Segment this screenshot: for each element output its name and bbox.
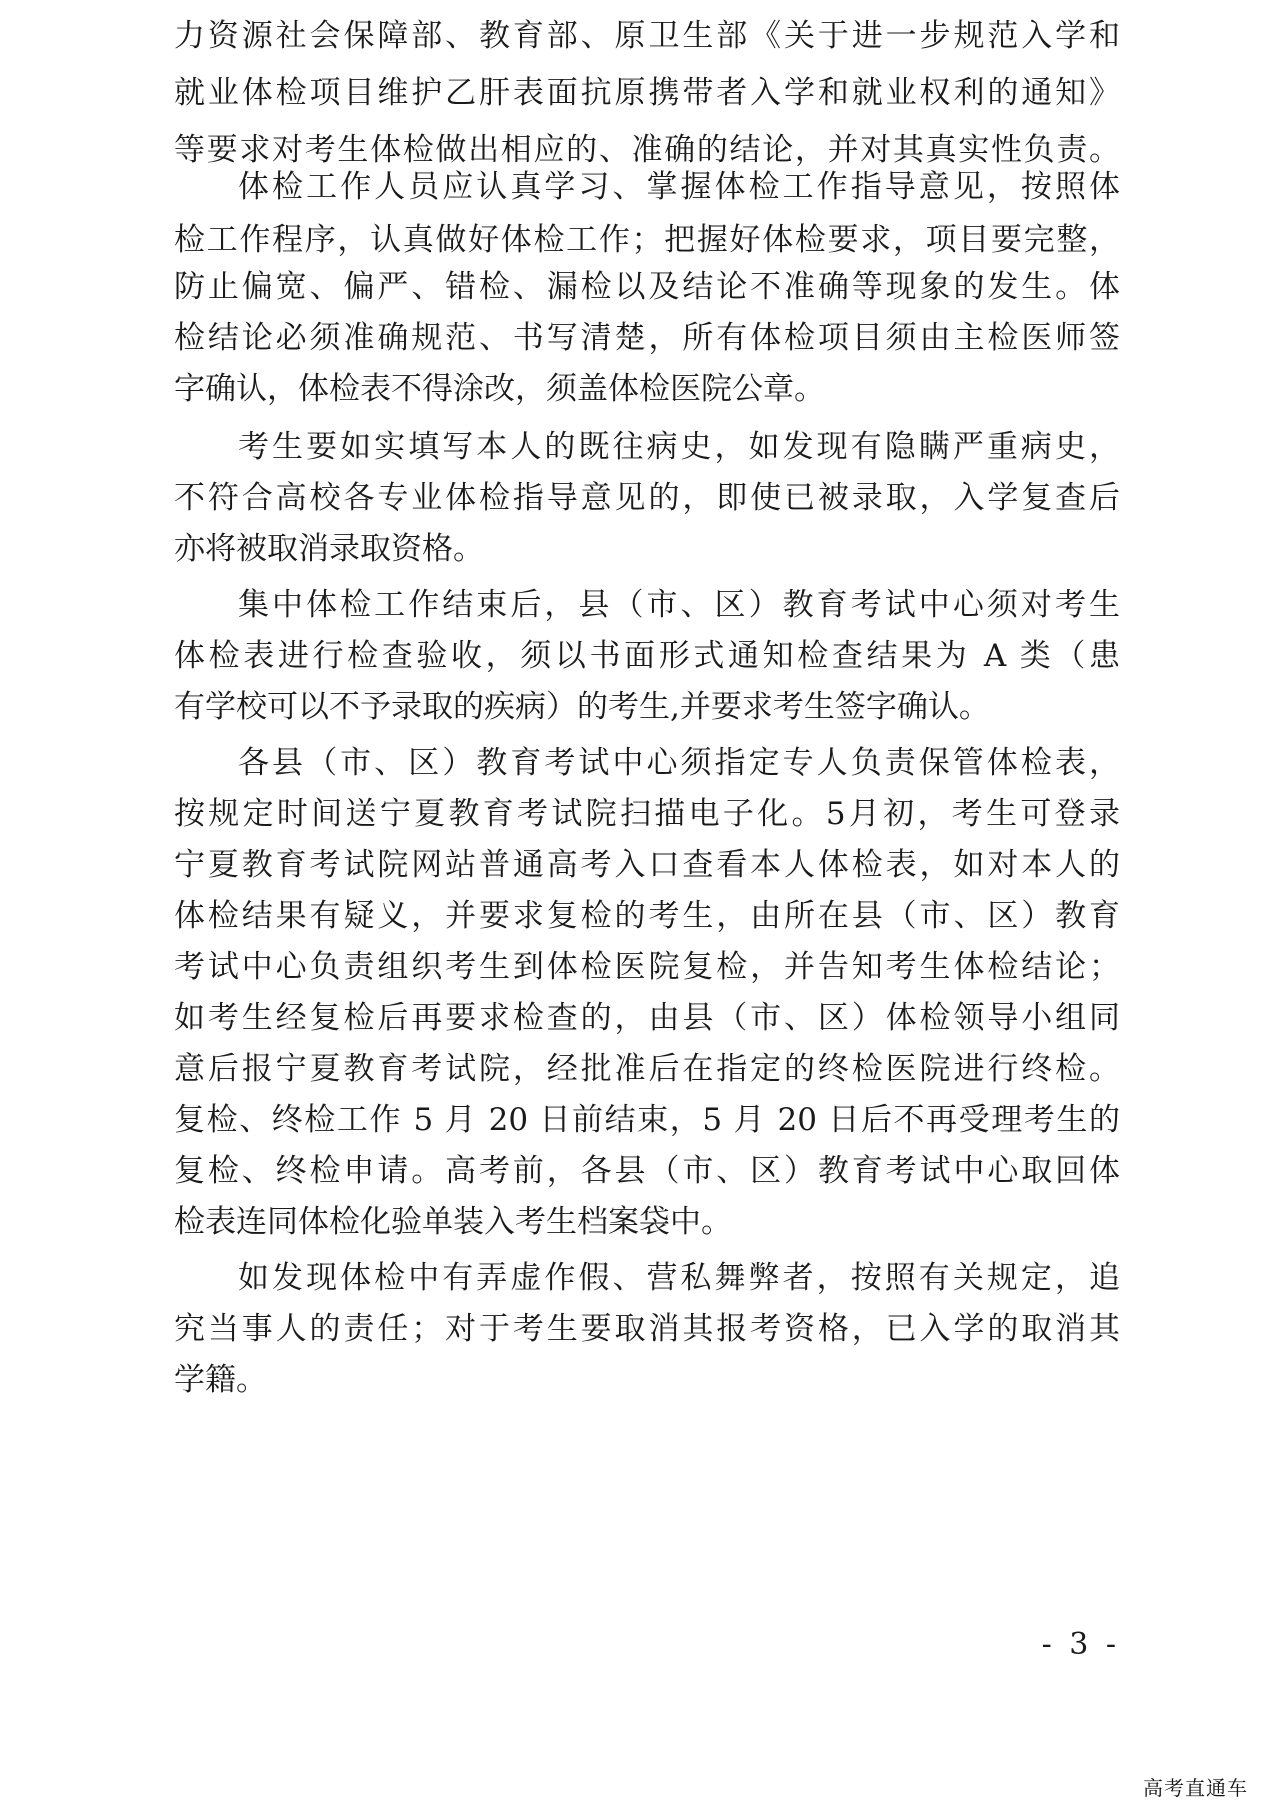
text-line: 就业体检项目维护乙肝表面抗原携带者入学和就业权利的通知》 — [174, 75, 1120, 111]
text-line: 如考生经复检后再要求检查的，由县（市、区）体检领导小组同 — [174, 1000, 1120, 1036]
text-line: 各县（市、区）教育考试中心须指定专人负责保管体检表， — [238, 745, 1120, 781]
text-line: 考生要如实填写本人的既往病史，如发现有隐瞒严重病史， — [238, 429, 1120, 465]
text-line: 体检工作人员应认真学习、掌握体检工作指导意见，按照体 — [238, 169, 1120, 205]
text-line: 体检表进行检查验收，须以书面形式通知检查结果为 A 类（患 — [174, 638, 1120, 674]
text-line: 防止偏宽、偏严、错检、漏检以及结论不准确等现象的发生。体 — [174, 269, 1120, 305]
text-line: 检工作程序，认真做好体检工作；把握好体检要求，项目要完整， — [174, 222, 1120, 258]
text-line: 考试中心负责组织考生到体检医院复检，并告知考生体检结论； — [174, 949, 1120, 985]
text-line: 复检、终检工作 5 月 20 日前结束，5 月 20 日后不再受理考生的 — [174, 1102, 1120, 1138]
text-line: 如发现体检中有弄虚作假、营私舞弊者，按照有关规定，追 — [238, 1260, 1120, 1296]
text-line: 意后报宁夏教育考试院，经批准后在指定的终检医院进行终检。 — [174, 1051, 1120, 1087]
text-line: 等要求对考生体检做出相应的、准确的结论，并对其真实性负责。 — [174, 132, 1120, 168]
text-line: 学籍。 — [174, 1362, 267, 1398]
text-line: 究当事人的责任；对于考生要取消其报考资格，已入学的取消其 — [174, 1311, 1120, 1347]
text-line: 按规定时间送宁夏教育考试院扫描电子化。5月初，考生可登录 — [174, 796, 1120, 832]
text-line: 有学校可以不予录取的疾病）的考生,并要求考生签字确认。 — [174, 689, 990, 725]
text-line: 体检结果有疑义，并要求复检的考生，由所在县（市、区）教育 — [174, 898, 1120, 934]
watermark-text: 高考直通车 — [1143, 1776, 1248, 1800]
page-number: - 3 - — [1041, 1627, 1120, 1662]
text-line: 复检、终检申请。高考前，各县（市、区）教育考试中心取回体 — [174, 1153, 1120, 1189]
text-line: 力资源社会保障部、教育部、原卫生部《关于进一步规范入学和 — [174, 18, 1120, 54]
text-line: 宁夏教育考试院网站普通高考入口查看本人体检表，如对本人的 — [174, 847, 1120, 883]
text-line: 亦将被取消录取资格。 — [174, 531, 484, 567]
text-line: 检表连同体检化验单装入考生档案袋中。 — [174, 1204, 732, 1240]
text-line: 不符合高校各专业体检指导意见的，即使已被录取，入学复查后 — [174, 480, 1120, 516]
text-line: 集中体检工作结束后，县（市、区）教育考试中心须对考生 — [238, 587, 1120, 623]
text-line: 检结论必须准确规范、书写清楚，所有体检项目须由主检医师签 — [174, 320, 1120, 356]
text-line: 字确认，体检表不得涂改，须盖体检医院公章。 — [174, 371, 825, 407]
